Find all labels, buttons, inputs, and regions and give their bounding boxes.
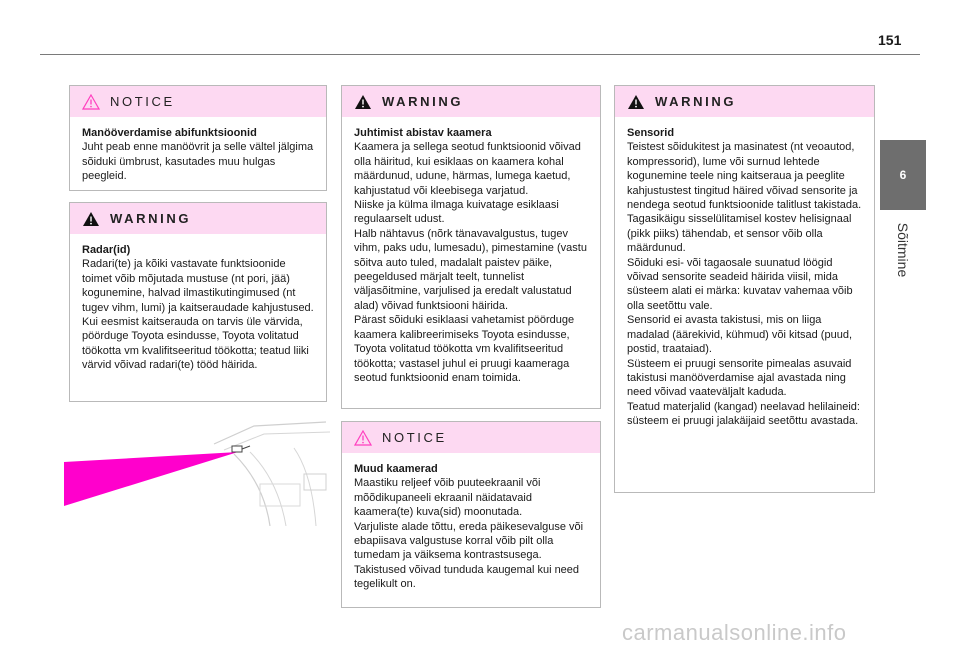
warning-title: Juhtimist abistav kaamera [354,127,492,139]
warning-label: WARNING [655,94,737,109]
notice-text: Juht peab enne manöövrit ja selle vältel jälgima sõiduki ümbrust, kasutades muu hulgas peegleid. [82,141,314,183]
caution-outline-icon [82,94,100,110]
chapter-title-wrap [880,215,926,285]
warning-box-sensors [614,85,875,493]
notice-header [342,422,600,453]
warning-header [70,203,326,234]
warning-text: Radari(te) ja kõiki vastavate funktsioonide toimet võib mõjutada mustuse (nt pori, jää) kogunemine, halvad ilmastikutingimused (nt tugev vihm, lumi) ja kaitseraudade kahjustused. Kui eesmist kaitserauda on tarvis üle värvida, pöörduge Toyota esindusse, Toyota volitatud töökotta vm kvalifitseeritud töökotta; teatud liiki värvid võivad radari(te) tööd häirida. [82,258,314,372]
warning-triangle-icon [627,94,645,110]
warning-label: WARNING [110,211,192,226]
caution-outline-icon [354,430,372,446]
warning-title: Radar(id) [82,244,131,256]
windshield-camera-illustration [64,414,332,526]
notice-header [70,86,326,117]
warning-header [342,86,600,117]
warning-header [615,86,874,117]
camera-view-beam [64,452,238,506]
notice-box-maneuver [69,85,327,191]
notice-text: Maastiku reljeef võib puuteekraanil või mõõdikupaneeli ekraanil näidatavaid kaamera(te) kuva(sid) moonutada. Varjuliste alade tõttu, ereda päikesevalguse või ebapiisava valgustuse korral võib pilt olla tumedam ja väiksema kontrastsusega. Takistused võivad tunduda kaugemal kui need tegelikult on. [354,477,584,591]
warning-box-camera [341,85,601,409]
chapter-title: Sõitmine [895,222,911,278]
warning-triangle-icon [82,211,100,227]
notice-title: Muud kaamerad [354,463,438,475]
notice-box-other-cameras [341,421,601,608]
notice-title: Manööverdamise abifunktsioonid [82,127,257,139]
warning-text: Teistest sõidukitest ja masinatest (nt veoautod, kompressorid), lume või surnud lehtede kogunemine teele ning kaitseraua ja peeglite kahjustustest tingitud häired võivad sensorite ja nendega seotud funktsioonide talitlust takistada. Tagasikäigu sisselülitamisel kostev helisignaal (pikk piiks) tähendab, et sensor võib olla määrdunud. Sõiduki esi- või tagaosale suunatud löögid võivad sensorite seadeid häirida viisil, mida süsteem alati ei märka: kuvatav vahemaa võib olla seetõttu vale. Sensorid ei avasta takistusi, mis on liiga madalad (äärekivid, kühmud) või kitsad (puud, postid, traataiad). Süsteem ei pruugi sensorite pimealas asuvaid takistusi manööverdamise ajal avastada ning need võivad vaateväljalt kaduda. Teatud materjalid (kangad) neelavad helilaineid: süsteem ei pruugi jalakäijaid seetõttu avastada. [627,141,862,428]
warning-box-radar [69,202,327,402]
warning-triangle-icon [354,94,372,110]
notice-label: NOTICE [382,430,447,445]
warning-text: Kaamera ja sellega seotud funktsioonid võivad olla häiritud, kui esiklaas on kaamera kohal määrdunud, udune, härmas, lumega kaetud, kahjustatud või kleebisega varjatud. Niiske ja külma ilmaga kuivatage esiklaasi regulaarselt udust. Halb nähtavus (nõrk tänavavalgustus, tugev vihm, paks udu, lumesadu), pimestamine (vastu sõitva auto tuled, madalalt paistev päike, peegeldused märjalt teelt, tunnelist väljasõitmine, varjulised ja eredalt valustatud alad) võivad funktsiooni häirida. Pärast sõiduki esiklaasi vahetamist pöörduge kaamera kalibreerimiseks Toyota esindusse, Toyota volitatud töökotta vm kvalifitseeritud töökotta; vastasel juhul ei pruugi kaameraga seotud funktsioonid enam toimida. [354,141,587,384]
warning-label: WARNING [382,94,464,109]
notice-label: NOTICE [110,94,175,109]
page-number: 151 [878,32,902,48]
header-divider [40,54,920,55]
chapter-tab[interactable]: 6 [880,140,926,210]
watermark: carmanualsonline.info [622,620,847,645]
warning-title: Sensorid [627,127,675,139]
